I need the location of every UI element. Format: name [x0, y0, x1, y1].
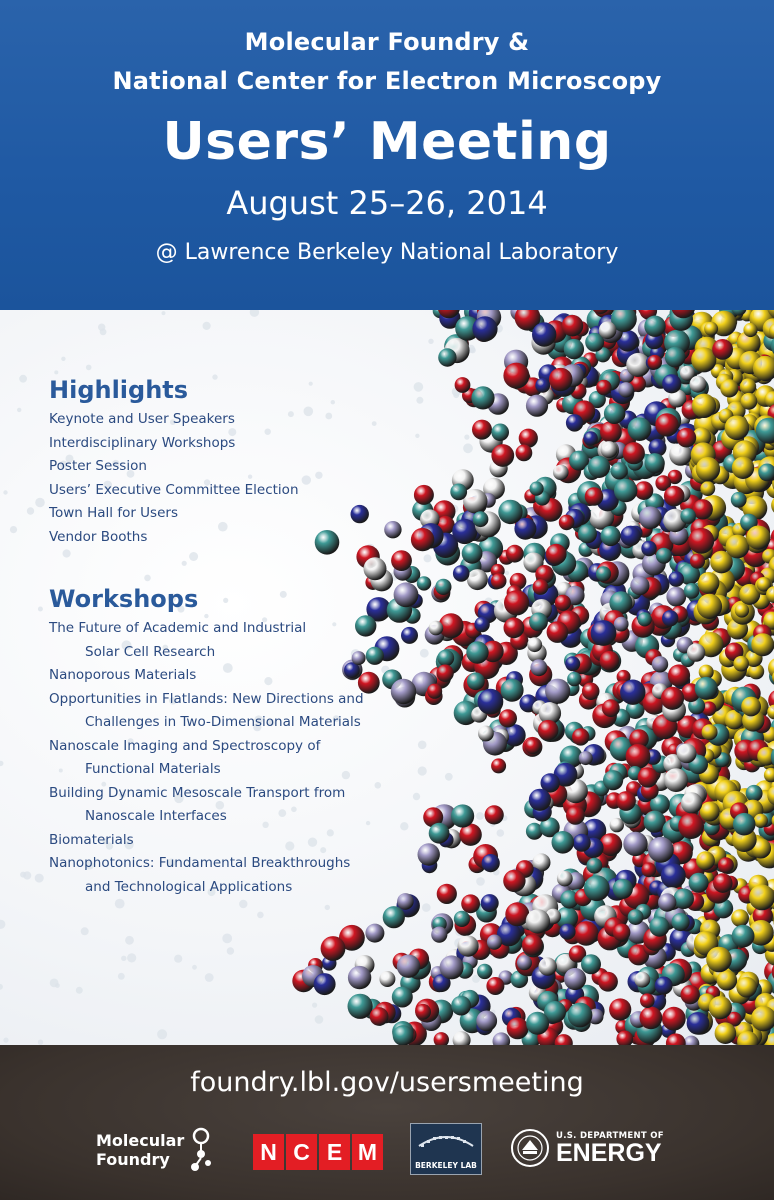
- ncem-letter: C: [286, 1134, 317, 1170]
- header-banner: [0, 0, 774, 310]
- ncem-logo: [253, 1134, 383, 1170]
- workshop-title: Nanoscale Imaging and Spectroscopy of: [49, 737, 321, 754]
- workshop-title: Building Dynamic Mesoscale Transport from: [49, 784, 346, 801]
- workshops-list: [49, 617, 409, 899]
- event-title: Users’ Meeting: [162, 112, 612, 172]
- footer-banner: [0, 1045, 774, 1200]
- workshop-title: The Future of Academic and Industrial: [49, 620, 307, 636]
- event-date: August 25–26, 2014: [226, 184, 548, 222]
- doe-top-text: U.S. DEPARTMENT OF: [556, 1130, 664, 1141]
- workshop-title-cont: Functional Materials: [85, 761, 221, 777]
- berkeley-lab-text: BERKELEY LAB: [415, 1161, 477, 1170]
- highlight-item: Vendor Booths: [49, 528, 148, 545]
- workshop-title-cont: Solar Cell Research: [85, 643, 216, 660]
- molecule-icon: [188, 1127, 214, 1173]
- berkeley-lab-logo: [410, 1123, 482, 1175]
- mf-logo-line2: Foundry: [96, 1150, 170, 1169]
- highlight-item: Users’ Executive Committee Election: [49, 481, 299, 498]
- mf-logo-line1: Molecular: [96, 1131, 185, 1150]
- ncem-letter: E: [319, 1134, 350, 1170]
- molecular-foundry-logo: [96, 1127, 214, 1173]
- workshop-item: [49, 735, 409, 782]
- workshop-item: [49, 664, 409, 688]
- event-url[interactable]: foundry.lbl.gov/usersmeeting: [190, 1067, 584, 1098]
- workshop-item: [49, 829, 409, 853]
- workshop-item: [49, 782, 409, 829]
- highlight-item: Town Hall for Users: [49, 505, 178, 521]
- org-line-1: Molecular Foundry &: [244, 28, 530, 56]
- workshop-title: Biomaterials: [49, 831, 134, 848]
- berkeley-lab-icon: [411, 1124, 481, 1158]
- highlight-item: Interdisciplinary Workshops: [49, 434, 236, 451]
- workshop-item: [49, 617, 409, 664]
- highlights-title: Highlights: [49, 376, 189, 404]
- event-location: @ Lawrence Berkeley National Laboratory: [155, 240, 619, 265]
- doe-main-text: ENERGY: [556, 1138, 662, 1167]
- workshop-title: Nanophotonics: Fundamental Breakthroughs: [49, 855, 351, 871]
- doe-logo: [510, 1125, 664, 1171]
- org-line-2: National Center for Electron Microscopy: [112, 67, 662, 95]
- workshops-title: Workshops: [49, 585, 199, 613]
- workshop-title: Nanoporous Materials: [49, 667, 197, 683]
- ncem-letter: N: [253, 1134, 284, 1170]
- highlight-item: Keynote and User Speakers: [49, 411, 235, 427]
- doe-seal-icon: [510, 1128, 550, 1168]
- workshop-item: [49, 688, 409, 735]
- ncem-letter: M: [352, 1134, 383, 1170]
- workshop-title-cont: and Technological Applications: [85, 878, 293, 895]
- highlights-list: [49, 408, 409, 549]
- workshop-title-cont: Challenges in Two-Dimensional Materials: [85, 714, 361, 730]
- highlight-item: Poster Session: [49, 458, 147, 474]
- content-column: [49, 376, 409, 899]
- workshop-title: Opportunities in Flatlands: New Directions and: [49, 690, 364, 707]
- workshop-title-cont: Nanoscale Interfaces: [85, 808, 227, 824]
- workshop-item: [49, 852, 409, 899]
